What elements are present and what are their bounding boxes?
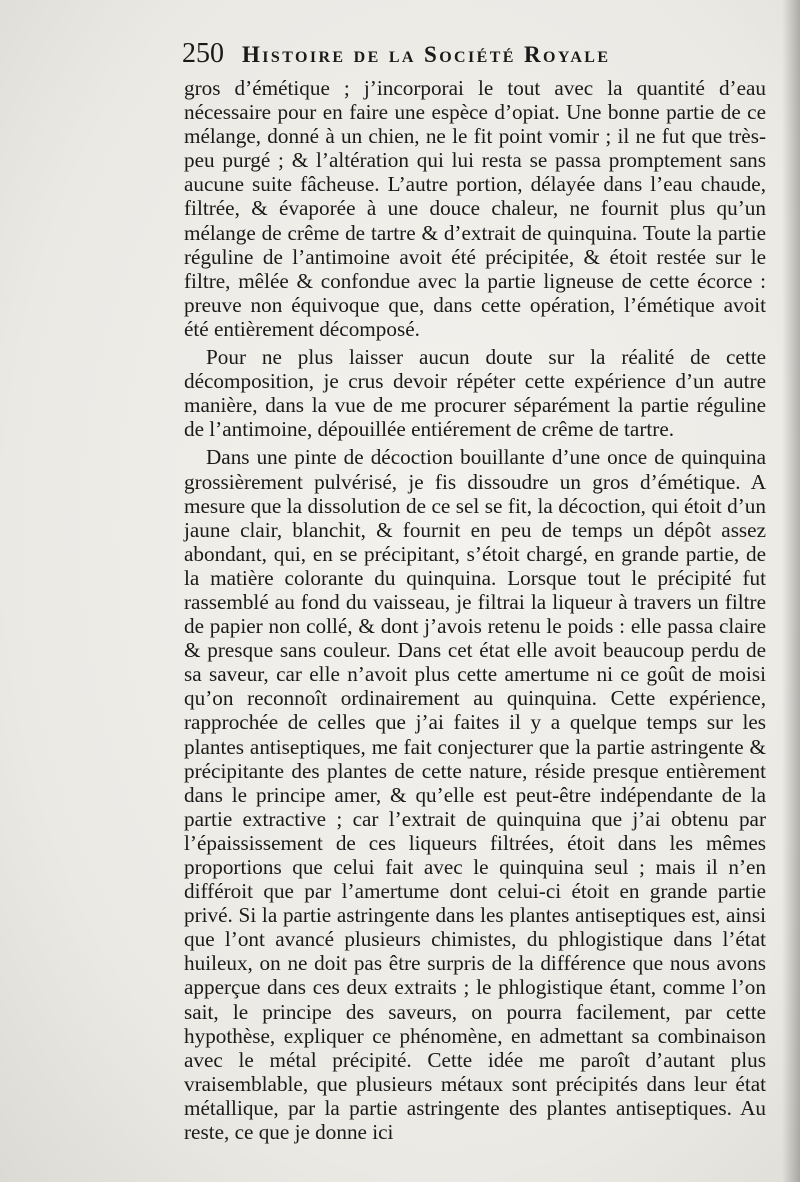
page-gutter-shadow [782,0,800,1182]
paragraph: Dans une pinte de décoction bouillante d’une once de quinquina grossièrement pulvérisé, je fis dissoudre un gros d’émétique. A mesure que la dissolution de ce sel se fit, la décoction, qui étoit d’un jaune clair, blanchit, & fournit en peu de temps un dépôt assez abondant, qui, en se précipitant, s’étoit chargé, en grande partie, de la matière colorante du quinquina. Lorsque tout le précipité fut rassemblé au fond du vaisseau, je filtrai la liqueur à travers un filtre de papier non collé, & dont j’avois retenu le poids : elle passa claire & presque sans couleur. Dans cet état elle avoit beaucoup perdu de sa saveur, car elle n’avoit plus cette amertume ni ce goût de moisi qu’on reconnoît ordinairement au quinquina. Cette expérience, rapprochée de celles que j’ai faites il y a quelque temps sur les plantes antiseptiques, me fait conjecturer que la partie astringente & précipitante des plantes de cette nature, réside presque entièrement dans le principe amer, & qu’elle est peut-être indépendante de la partie extractive ; car l’extrait de quinquina que j’ai obtenu par l’épaississement de ces liqueurs filtrées, étoit dans les mêmes proportions que celui fait avec le quinquina seul ; mais il n’en différoit que par l’amertume dont celui-ci étoit en grande partie privé. Si la partie astringente dans les plantes antiseptiques est, ainsi que l’ont avancé plusieurs chimistes, du phlogistique dans l’état huileux, on ne doit pas être surpris de la différence que nous avons apperçue dans ces deux extraits ; le phlogistique étant, comme l’on sait, le principe des saveurs, on pourra facilement, par cette hypothèse, expliquer ce phénomène, en admettant sa combinaison avec le métal précipité. Cette idée me paroît d’autant plus vraisemblable, que plusieurs métaux sont précipités dans leur état métallique, par la partie astringente des plantes antiseptiques. Au reste, ce que je donne ici [184,445,766,1145]
paragraph-continuation: gros d’émétique ; j’incorporai le tout avec la quantité d’eau nécessaire pour en faire une espèce d’opiat. Une bonne partie de ce mélange, donné à un chien, ne le fit point vomir ; il ne fut que très-peu purgé ; & l’altération qui lui resta se passa promptement sans aucune suite fâcheuse. L’autre portion, délayée dans l’eau chaude, filtrée, & évaporée à une douce chaleur, ne fournit plus qu’un mélange de crême de tartre & d’extrait de quinquina. Toute la partie réguline de l’antimoine avoit été précipitée, & étoit restée sur le filtre, mêlée & confondue avec la partie ligneuse de cette écorce : preuve non équivoque que, dans cette opération, l’émétique avoit été entièrement décomposé. [184,76,766,341]
page-header [182,38,742,74]
running-head: Histoire de la Société Royale [242,42,611,67]
paragraph: Pour ne plus laisser aucun doute sur la réalité de cette décomposition, je crus devoir répéter cette expérience d’un autre manière, dans la vue de me procurer séparément la partie réguline de l’antimoine, dépouillée entiérement de crême de tartre. [184,345,766,442]
body-text [184,76,766,1144]
page-number: 250 [182,38,224,69]
